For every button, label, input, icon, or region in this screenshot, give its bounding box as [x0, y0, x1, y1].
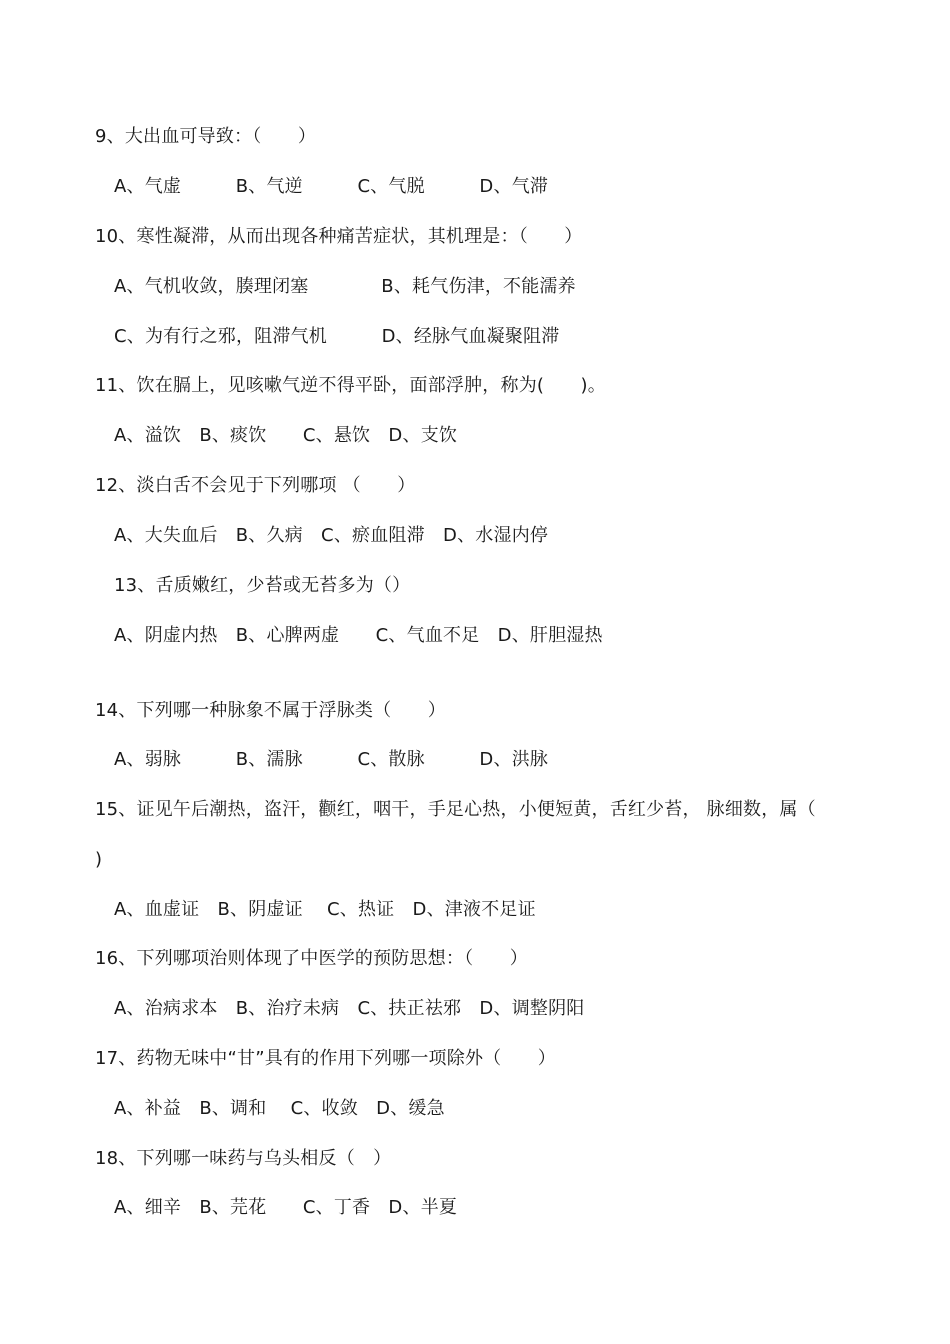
- question-15-stem-continued: ): [95, 849, 103, 870]
- question-15-options: A、血虚证 B、阴虚证 C、热证 D、津液不足证: [114, 899, 536, 920]
- question-12-options: A、大失血后 B、久病 C、瘀血阻滞 D、水湿内停: [114, 525, 549, 546]
- question-11-stem: 11、饮在膈上，见咳嗽气逆不得平卧，面部浮肿，称为( )。: [95, 375, 606, 396]
- question-10-options-row-1: A、气机收敛，腠理闭塞 B、耗气伤津，不能濡养: [114, 276, 576, 297]
- question-11-options: A、溢饮 B、痰饮 C、悬饮 D、支饮: [114, 425, 458, 446]
- question-9-stem: 9、大出血可导致：（ ）: [95, 126, 317, 147]
- question-16-stem: 16、下列哪项治则体现了中医学的预防思想：（ ）: [95, 948, 528, 969]
- question-14-options: A、弱脉 B、濡脉 C、散脉 D、洪脉: [114, 749, 549, 770]
- question-13-options: A、阴虚内热 B、心脾两虚 C、气血不足 D、肝胆湿热: [114, 625, 603, 646]
- question-17-stem: 17、药物无味中“甘”具有的作用下列哪一项除外（ ）: [95, 1048, 556, 1069]
- question-12-stem: 12、淡白舌不会见于下列哪项 （ ）: [95, 475, 416, 496]
- question-16-options: A、治病求本 B、治疗未病 C、扶正祛邪 D、调整阴阳: [114, 998, 585, 1019]
- question-13-stem: 13、舌质嫩红，少苔或无苔多为（）: [114, 575, 411, 596]
- question-18-stem: 18、下列哪一味药与乌头相反（ ）: [95, 1148, 392, 1169]
- question-18-options: A、细辛 B、芫花 C、丁香 D、半夏: [114, 1197, 458, 1218]
- question-10-stem: 10、寒性凝滞，从而出现各种痛苦症状，其机理是：（ ）: [95, 226, 583, 247]
- question-17-options: A、补益 B、调和 C、收敛 D、缓急: [114, 1098, 445, 1119]
- question-15-stem: 15、证见午后潮热，盗汗，颧红，咽干，手足心热，小便短黄，舌红少苔， 脉细数，属（: [95, 799, 816, 820]
- question-9-options: A、气虚 B、气逆 C、气脱 D、气滞: [114, 176, 549, 197]
- question-14-stem: 14、下列哪一种脉象不属于浮脉类（ ）: [95, 700, 446, 721]
- question-10-options-row-2: C、为有行之邪，阻滞气机 D、经脉气血凝聚阻滞: [114, 326, 560, 347]
